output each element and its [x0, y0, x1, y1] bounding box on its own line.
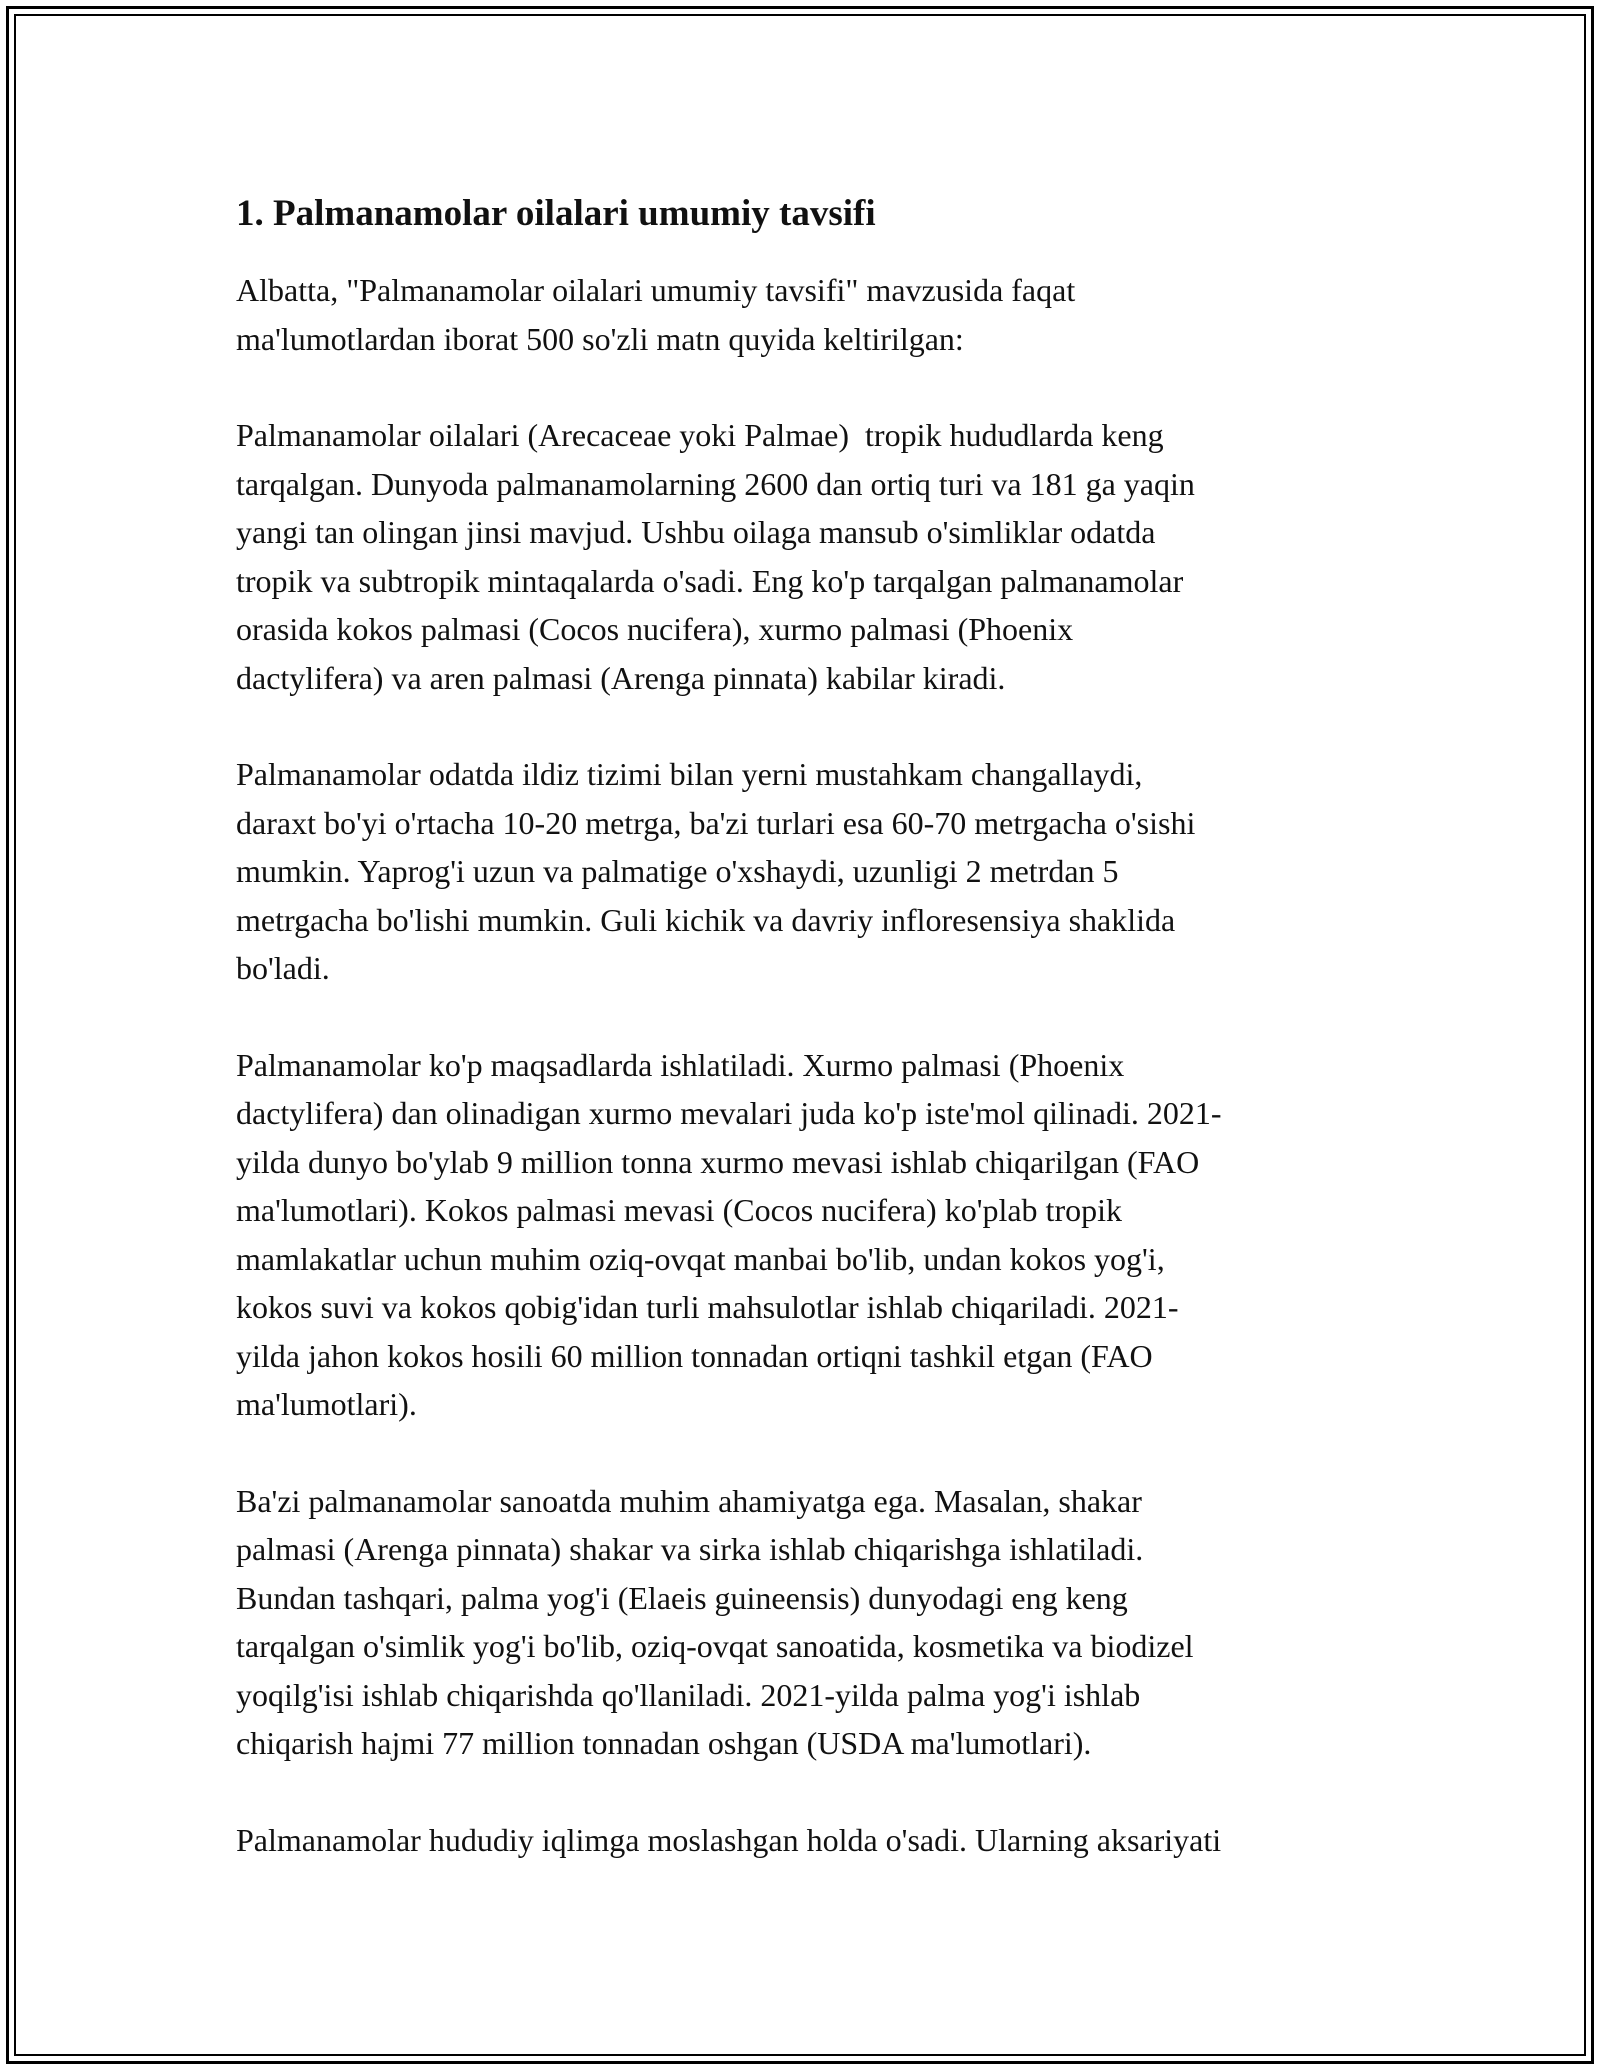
document-title: 1. Palmanamolar oilalari umumiy tavsifi — [236, 193, 876, 234]
paragraph-climate: Palmanamolar hududiy iqlimga moslashgan holda o'sadi. Ularning aksariyati — [236, 1821, 1222, 1858]
paragraph-industry: Ba'zi palmanamolar sanoatda muhim ahamiyatga ega. Masalan, shakar palmasi (Arenga pinnata) shakar va sirka ishlab chiqarishga ishlatiladi. Bundan tashqari, palma yog'i (Elaeis guineensis) dunyodagi eng keng tarqalgan o'simlik yog'i bo'lib, oziq-ovqat sanoatida, kosmetika va biodizel yoqilg'isi ishlab chiqarishda qo'llaniladi. 2021-yilda palma yog'i ishlab chiqarish hajmi 77 million tonnadan oshgan (USDA ma'lumotlari). — [236, 1482, 1194, 1761]
document-body — [236, 188, 1376, 1912]
paragraph-intro: Albatta, "Palmanamolar oilalari umumiy tavsifi" mavzusida faqat ma'lumotlardan iborat 500 so'zli matn quyida keltirilgan: — [236, 272, 1076, 357]
paragraph-distribution: Palmanamolar oilalari (Arecaceae yoki Palmae) tropik hududlarda keng tarqalgan. Dunyoda palmanamolarning 2600 dan ortiq turi va 181 ga yaqin yangi tan olingan jinsi mavjud. Ushbu oilaga mansub o'simliklar odatda tropik va subtropik mintaqalarda o'sadi. Eng ko'p tarqalgan palmanamolar orasida kokos palmasi (Cocos nucifera), xurmo palmasi (Phoenix dactylifera) va aren palmasi (Arenga pinnata) kabilar kiradi. — [236, 417, 1195, 696]
paragraph-morphology: Palmanamolar odatda ildiz tizimi bilan yerni mustahkam changallaydi, daraxt bo'yi o'rtacha 10-20 metrga, ba'zi turlari esa 60-70 metrgacha o'sishi mumkin. Yaprog'i uzun va palmatige o'xshaydi, uzunligi 2 metrdan 5 metrgacha bo'lishi mumkin. Guli kichik va davriy infloresensiya shaklida bo'ladi. — [236, 756, 1196, 986]
paragraph-uses: Palmanamolar ko'p maqsadlarda ishlatiladi. Xurmo palmasi (Phoenix dactylifera) dan olinadigan xurmo mevalari juda ko'p iste'mol qilinadi. 2021- yilda dunyo bo'ylab 9 million tonna xurmo mevasi ishlab chiqarilgan (FAO ma'lumotlari). Kokos palmasi mevasi (Cocos nucifera) ko'plab tropik mamlakatlar uchun muhim oziq-ovqat manbai bo'lib, undan kokos yog'i, kokos suvi va kokos qobig'idan turli mahsulotlar ishlab chiqariladi. 2021- yilda jahon kokos hosili 60 million tonnadan ortiqni tashkil etgan (FAO ma'lumotlari). — [236, 1046, 1222, 1422]
